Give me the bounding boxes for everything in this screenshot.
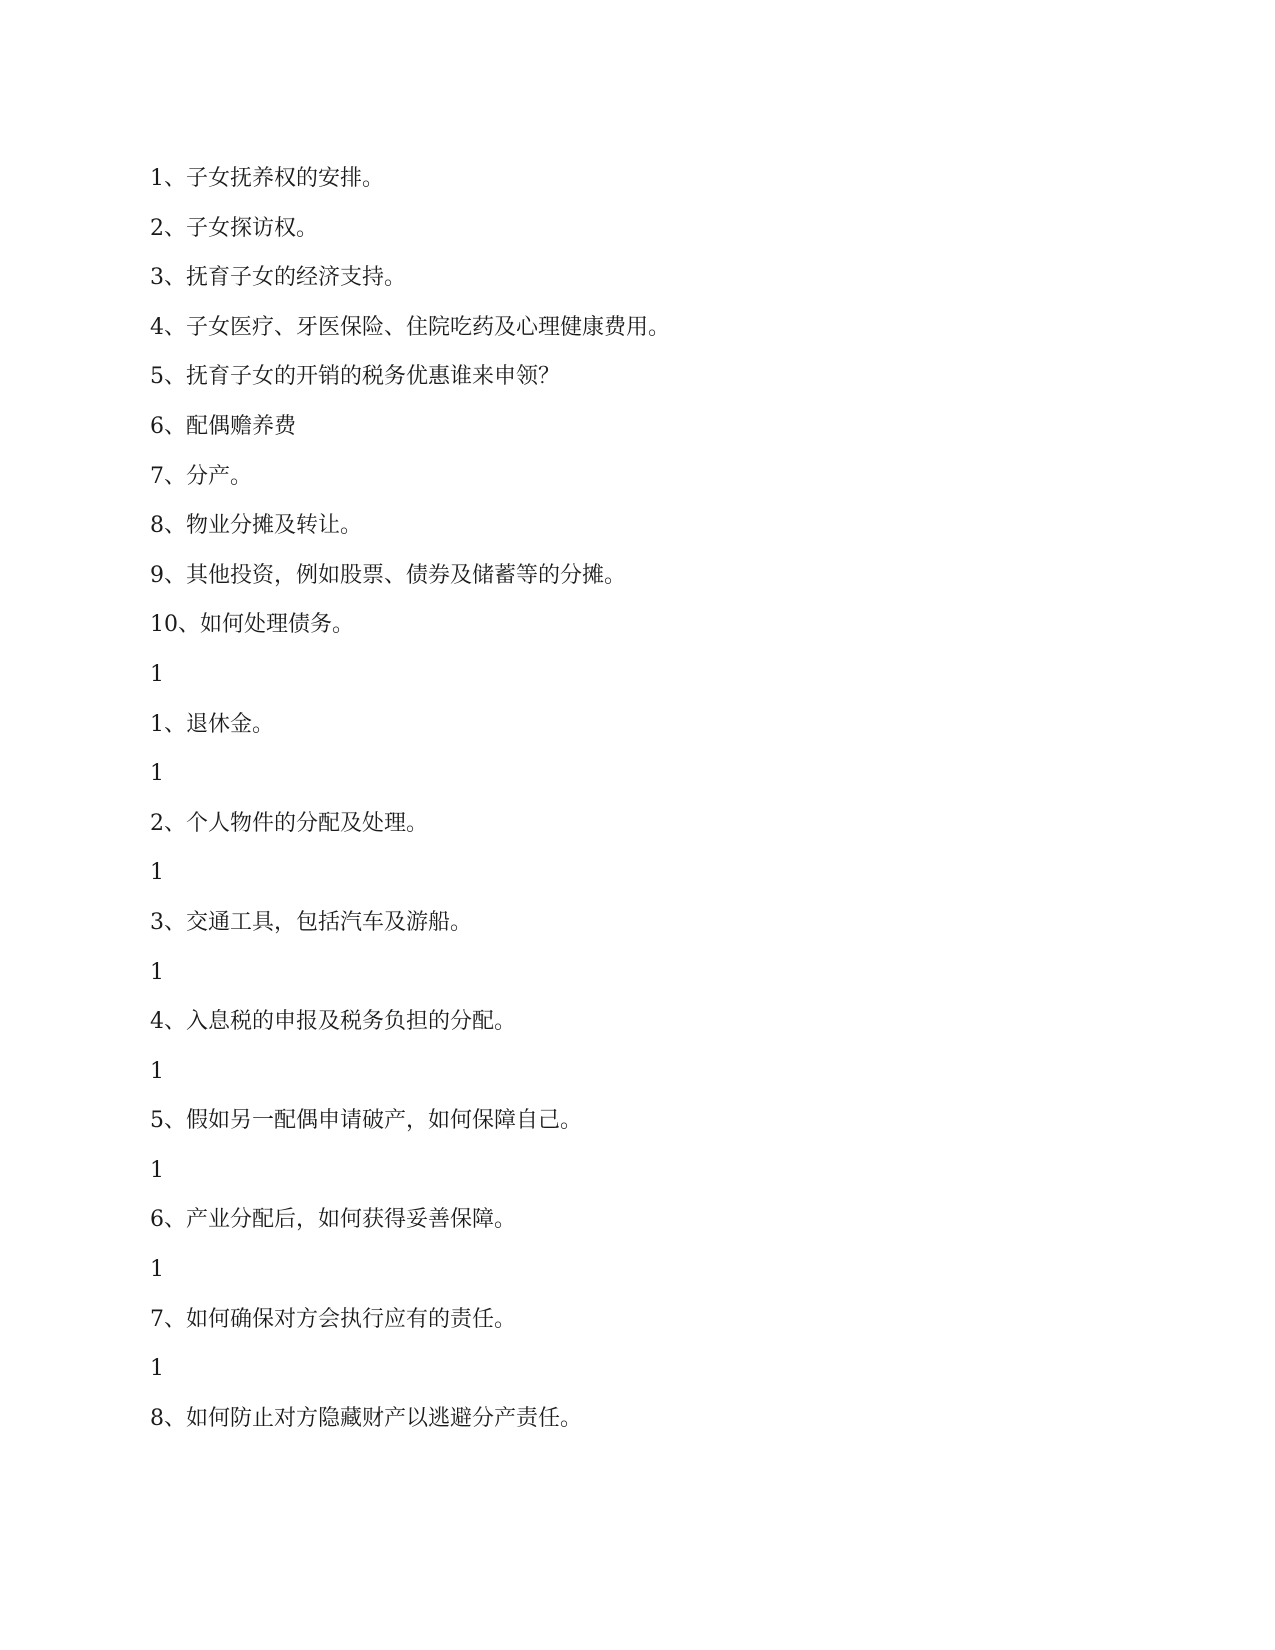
text-line: 8、如何防止对方隐藏财产以逃避分产责任。 bbox=[150, 1405, 582, 1431]
text-line: 5、抚育子女的开销的税务优惠谁来申领？ bbox=[150, 364, 560, 390]
text-line: 7、如何确保对方会执行应有的责任。 bbox=[150, 1306, 516, 1332]
text-line: 3、交通工具，包括汽车及游船。 bbox=[150, 909, 472, 935]
text-line: 1 bbox=[150, 1157, 164, 1183]
text-line: 4、入息税的申报及税务负担的分配。 bbox=[150, 1009, 516, 1035]
document-text-lines bbox=[150, 164, 670, 1453]
text-line: 1 bbox=[150, 860, 164, 886]
text-line: 9、其他投资，例如股票、债券及储蓄等的分摊。 bbox=[150, 562, 626, 588]
text-line: 1 bbox=[150, 1257, 164, 1283]
text-line: 1、退休金。 bbox=[150, 711, 274, 737]
text-line: 8、物业分摊及转让。 bbox=[150, 513, 362, 539]
text-line: 5、假如另一配偶申请破产，如何保障自己。 bbox=[150, 1108, 582, 1134]
text-line: 6、配偶赡养费 bbox=[150, 413, 296, 439]
text-line: 1 bbox=[150, 761, 164, 787]
text-line: 3、抚育子女的经济支持。 bbox=[150, 265, 406, 291]
text-line: 1 bbox=[150, 959, 164, 985]
text-line: 1 bbox=[150, 1058, 164, 1084]
text-line: 10、如何处理债务。 bbox=[150, 612, 354, 638]
text-line: 7、分产。 bbox=[150, 463, 252, 489]
text-line: 1 bbox=[150, 1356, 164, 1382]
text-line: 2、个人物件的分配及处理。 bbox=[150, 810, 428, 836]
text-line: 1、子女抚养权的安排。 bbox=[150, 166, 384, 191]
text-line: 2、子女探访权。 bbox=[150, 215, 318, 241]
text-line: 1 bbox=[150, 661, 164, 687]
text-line: 4、子女医疗、牙医保险、住院吃药及心理健康费用。 bbox=[150, 314, 670, 340]
text-line: 6、产业分配后，如何获得妥善保障。 bbox=[150, 1207, 516, 1233]
